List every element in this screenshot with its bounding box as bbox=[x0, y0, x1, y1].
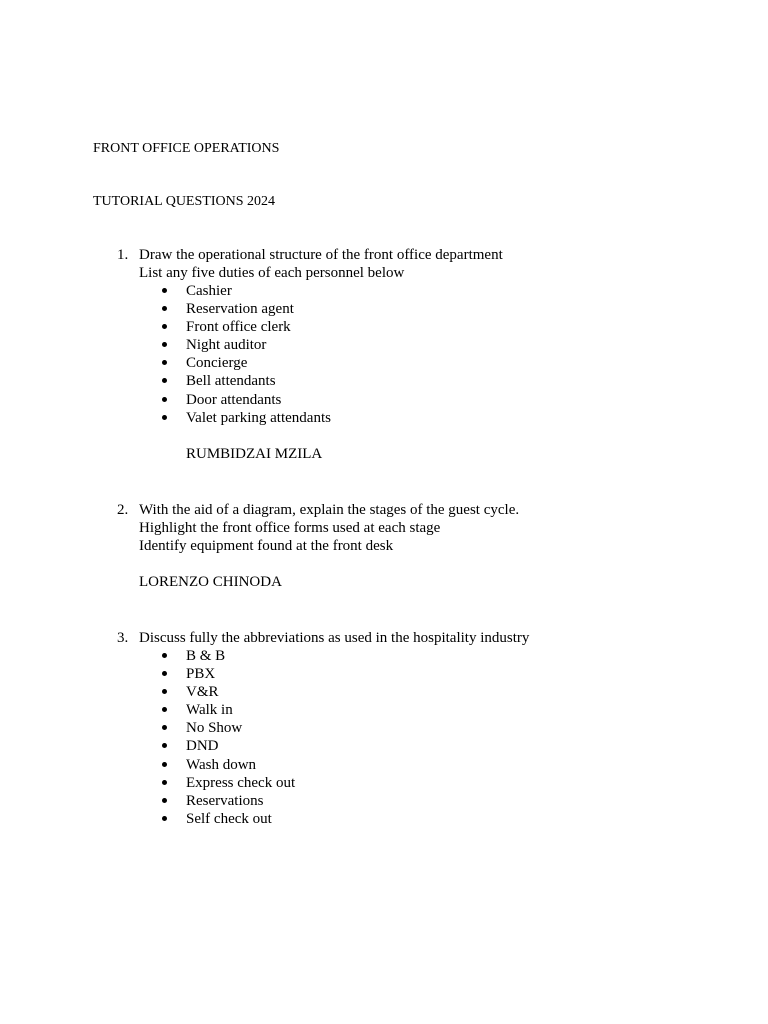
list-item bbox=[160, 701, 295, 719]
list-item-text: No Show bbox=[186, 720, 243, 737]
list-item bbox=[160, 792, 295, 810]
question-1-assignee: RUMBIDZAI MZILA bbox=[186, 446, 323, 462]
question-1-personnel-list bbox=[160, 282, 331, 427]
bullet-icon bbox=[162, 288, 167, 293]
list-item-text: Express check out bbox=[186, 774, 296, 791]
list-item-text: Reservation agent bbox=[186, 301, 294, 318]
bullet-icon bbox=[162, 816, 167, 821]
list-item bbox=[160, 756, 295, 774]
list-item-text: DND bbox=[186, 738, 219, 755]
bullet-icon bbox=[162, 653, 167, 658]
list-item bbox=[160, 318, 331, 336]
question-3-number: 3. bbox=[117, 630, 129, 646]
question-2-line-3: Identify equipment found at the front desk bbox=[139, 538, 394, 554]
list-item bbox=[160, 665, 295, 683]
question-1-line-2: List any five duties of each personnel below bbox=[139, 265, 405, 281]
bullet-icon bbox=[162, 324, 167, 329]
question-3-abbreviation-list bbox=[160, 647, 295, 828]
list-item-text: Front office clerk bbox=[186, 319, 291, 336]
document-subtitle: TUTORIAL QUESTIONS 2024 bbox=[93, 194, 275, 209]
question-3-line-1: Discuss fully the abbreviations as used in the hospitality industry bbox=[139, 630, 530, 646]
question-2-line-2: Highlight the front office forms used at each stage bbox=[139, 520, 441, 536]
list-item bbox=[160, 719, 295, 737]
list-item bbox=[160, 372, 331, 390]
bullet-icon bbox=[162, 397, 167, 402]
question-1-line-1: Draw the operational structure of the front office department bbox=[139, 247, 503, 263]
list-item-text: PBX bbox=[186, 666, 216, 683]
list-item-text: Bell attendants bbox=[186, 373, 276, 390]
list-item bbox=[160, 810, 295, 828]
list-item bbox=[160, 647, 295, 665]
bullet-icon bbox=[162, 780, 167, 785]
bullet-icon bbox=[162, 415, 167, 420]
bullet-icon bbox=[162, 707, 167, 712]
bullet-icon bbox=[162, 360, 167, 365]
bullet-icon bbox=[162, 743, 167, 748]
bullet-icon bbox=[162, 342, 167, 347]
list-item bbox=[160, 409, 331, 427]
list-item-text: V&R bbox=[186, 684, 219, 701]
question-2-assignee: LORENZO CHINODA bbox=[139, 574, 282, 590]
list-item-text: Walk in bbox=[186, 702, 233, 719]
list-item bbox=[160, 774, 295, 792]
list-item bbox=[160, 336, 331, 354]
list-item-text: Night auditor bbox=[186, 337, 267, 354]
bullet-icon bbox=[162, 306, 167, 311]
bullet-icon bbox=[162, 689, 167, 694]
list-item-text: B & B bbox=[186, 648, 226, 664]
question-2-line-1: With the aid of a diagram, explain the stages of the guest cycle. bbox=[139, 502, 520, 518]
list-item-text: Self check out bbox=[186, 810, 272, 827]
bullet-icon bbox=[162, 725, 167, 730]
list-item-text: Cashier bbox=[186, 283, 232, 299]
question-2-number: 2. bbox=[117, 502, 129, 518]
bullet-icon bbox=[162, 762, 167, 767]
bullet-icon bbox=[162, 671, 167, 676]
list-item-text: Door attendants bbox=[186, 391, 282, 408]
list-item bbox=[160, 683, 295, 701]
list-item-text: Valet parking attendants bbox=[186, 409, 331, 426]
list-item-text: Wash down bbox=[186, 756, 257, 773]
list-item bbox=[160, 737, 295, 755]
document-title: FRONT OFFICE OPERATIONS bbox=[93, 141, 280, 156]
question-1-number: 1. bbox=[117, 247, 129, 263]
list-item bbox=[160, 300, 331, 318]
list-item bbox=[160, 282, 331, 300]
list-item bbox=[160, 391, 331, 409]
bullet-icon bbox=[162, 378, 167, 383]
list-item-text: Concierge bbox=[186, 355, 248, 372]
bullet-icon bbox=[162, 798, 167, 803]
list-item bbox=[160, 354, 331, 372]
list-item-text: Reservations bbox=[186, 792, 264, 809]
